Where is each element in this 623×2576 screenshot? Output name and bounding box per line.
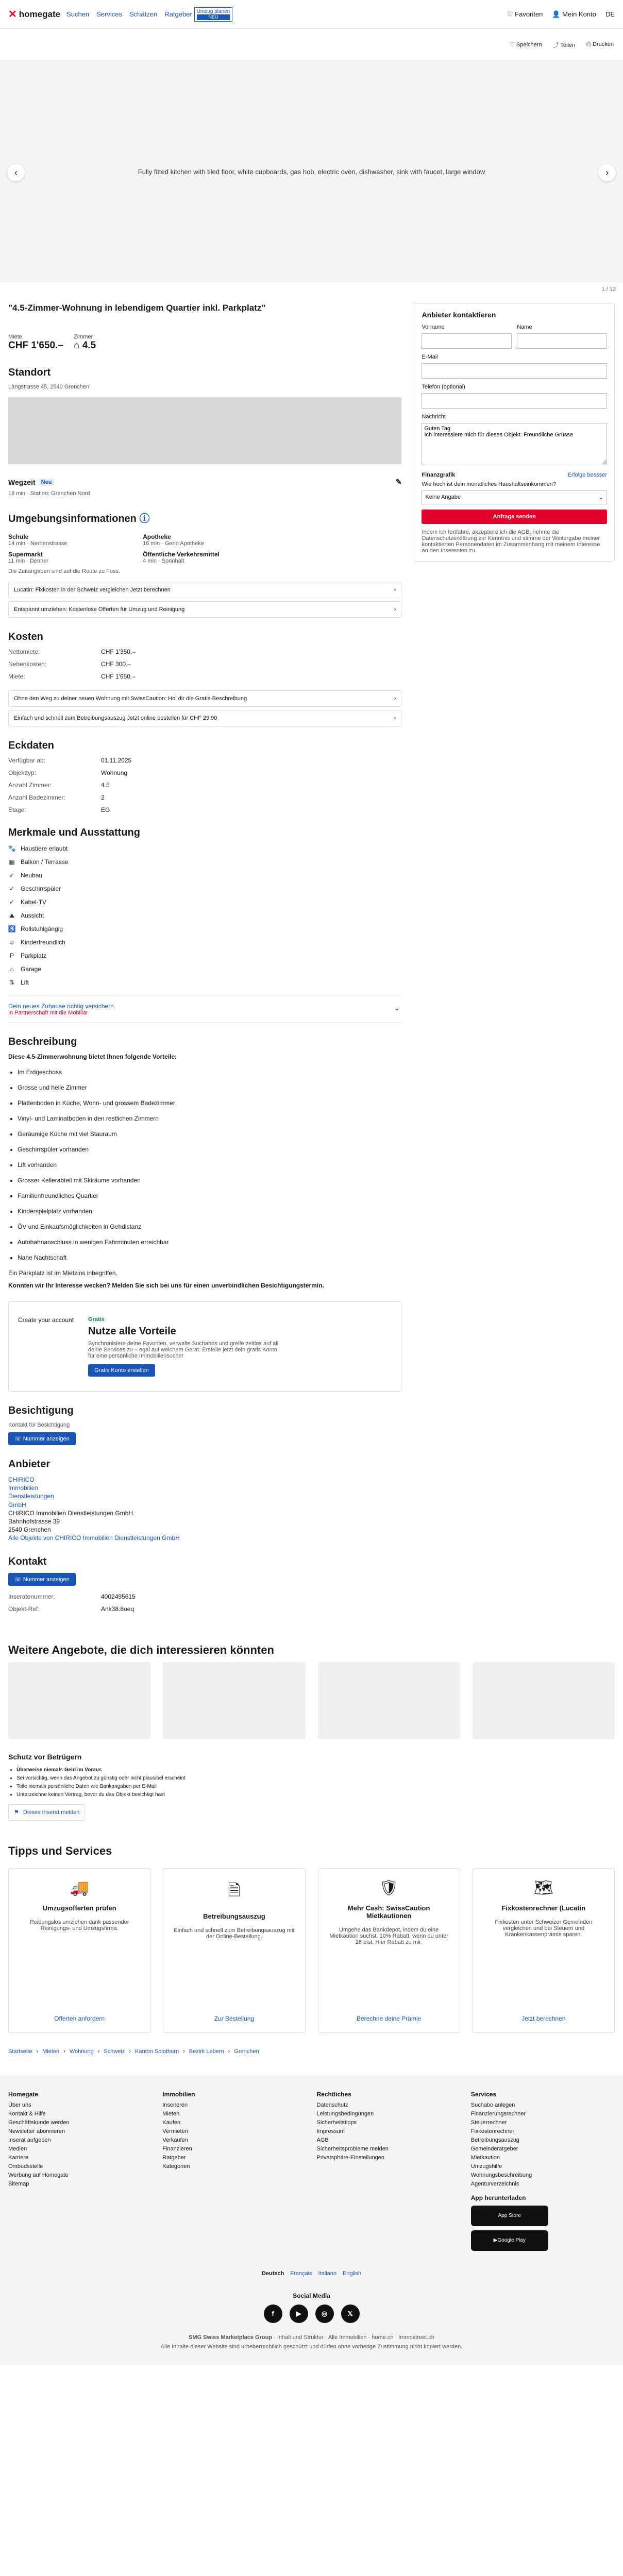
provider-info: CHIRICO Immobilien Dienstleistungen GmbH CHIRICO Immobilien Dienstleistungen GmbH Bahnhofstrasse 39 2540 Grenchen Alle Objekte von CHIRICO Immobilien Dienstleistungen GmbH (8, 1476, 180, 1542)
swisscaution-banner[interactable]: Ohne den Weg zu deiner neuen Wohnung mit SwissCaution: Hol dir die Gratis-Beschreibung › (8, 690, 401, 707)
garage-icon: ⌂ (10, 965, 14, 973)
moving-icon: 🚚 (70, 1879, 89, 1896)
logo-icon: ✕ (8, 9, 17, 20)
create-account-button[interactable]: Gratis Konto erstellen (88, 1364, 155, 1377)
parking-icon: P (9, 952, 14, 959)
offer-card[interactable] (473, 1662, 615, 1739)
save-button[interactable]: ♡ Speichern (510, 42, 542, 48)
address[interactable]: Längstrasse 45, 2540 Grenchen (8, 384, 90, 390)
child-icon: ☺ (8, 939, 15, 946)
nav-services[interactable]: Services (96, 10, 123, 18)
wheelchair-icon: ♿ (8, 925, 16, 933)
chevron-down-icon: ⌄ (394, 1004, 400, 1012)
instagram-icon[interactable]: ◎ (315, 2304, 334, 2323)
facebook-icon[interactable]: f (264, 2304, 282, 2323)
similar-offers: Weitere Angebote, die dich interessieren könnten Schutz vor Betrügern • Überweise niemals Geld im Voraus • Sei vorsichtig, wenn das Angebot zu günstig oder nicht plausibel erscheint • Teile niemals persönliche Daten wie Bankangaben per E-Mail • Unterzeichne keinen Vertrag, bevor du das Objekt besichtigt hast ⚑ Dieses Inserat melden Tipps und Services 🚚 Umzugsofferten prüfen Reibungslos umziehen dank passender Reinigungs- und Umzugsfirma. Offerten anfordern 🗎 Betreibungsauszug Einfach und schnell zum Betreibungsauszug mit der Online-Bestellung. Zur Bestellung 🛡 Mehr Cash: SwissCaution Mietkautionen Umgehe das Bankdepot, indem du eine Mietkaution suchst. 10% Rabatt, wenn du unter 26 bist. Hier Rabatt zu mir. Berechne deine Prämie 🗺 Fixkostenrechner (Lucatin Fixkosten unter Schweizer Gemeinden vergleichen und bei Steuern und Krankenkassenprämie sparen. Jetzt berechnen (0, 1643, 623, 2033)
rooms-value: ⌂ 4.5 (73, 340, 96, 351)
besichtigung-heading: Besichtigung (8, 1405, 74, 1416)
cost-table: Nettomiete: CHF 1'350.– Nebenkosten: CHF 300.– Miete: CHF 1'650.– (8, 648, 136, 680)
report-listing-button[interactable]: ⚑ Dieses Inserat melden (8, 1804, 85, 1821)
check-icon: ✓ (9, 899, 15, 906)
listing-title: "4.5-Zimmer-Wohnung in lebendigem Quartier inkl. Parkplatz" (8, 303, 266, 313)
map-icon: 🗺 (533, 1879, 553, 1896)
nav-ratgeber[interactable]: Ratgeber (164, 10, 192, 18)
standort-heading: Standort (8, 367, 51, 378)
contact-form: Anbieter kontaktieren Vorname Name E-Mail Telefon (optional) NachrichtGuten Tag Ich interessiere mich für dieses Objekt. Freundliche Grüsse Finanzgrafik Erfolge bessser Wie hoch ist dein monatliches Haushaltseinkommen? Keine Angabe ⌄ Anfrage senden Indem ich fortfahre, akzeptiere ich die AGB, nehme die Datenschutzerklärung zur Kenntnis und stimme der Weitergabe meiner kontaktierten Personendaten im Zusammenhang mit meinem Interesse an den Inserenten zu. (414, 303, 615, 562)
gallery-prev-button[interactable]: ‹ (7, 164, 25, 181)
tip-card: 🗺 Fixkostenrechner (Lucatin Fixkosten unter Schweizer Gemeinden vergleichen und bei Steuern und Krankenkassenprämie sparen. Jetzt berechnen (473, 1868, 615, 2033)
provider-all-objects-link[interactable]: Alle Objekte von CHIRICO Immobilien Dienstleistungen GmbH (8, 1534, 180, 1542)
price-block: Miete CHF 1'650.– Zimmer ⌂ 4.5 (8, 334, 96, 351)
fraud-tips: • Überweise niemals Geld im Voraus • Sei vorsichtig, wenn das Angebot zu günstig oder nicht plausibel erscheint • Teile niemals persönliche Daten wie Bankangaben per E-Mail • Unterzeichne keinen Vertrag, bevor du das Objekt besichtigt hast (16, 1766, 615, 1799)
lift-icon: ⇅ (9, 979, 15, 986)
share-button[interactable]: ⤴ Teilen (553, 42, 576, 48)
view-icon: ⛰ (9, 911, 15, 919)
key-data-table: Verfügbar ab: 01.11.2025 Objekttyp: Wohnung Anzahl Zimmer: 4.5 Anzahl Badezimmer: 2 Etage: EG (8, 757, 132, 814)
contact-number-button[interactable]: ☏ Nummer anzeigen (8, 1573, 76, 1586)
account-promo-card: Create your account Gratis Nutze alle Vorteile Synchronisiere deine Favoriten, verwalte Suchabos und greife zeitlos auf all deine Services zu – egal auf welchem Gerät. Erstelle jetzt dein gratis Konto für eine persönliche Immobiliensuche! Gratis Konto erstellen (8, 1301, 401, 1392)
nav-umzug-planen[interactable]: Umzug planen NEU (194, 7, 232, 22)
check-icon: ✓ (9, 872, 15, 879)
beschreibung-heading: Beschreibung (8, 1036, 77, 1047)
legal-info: SMG Swiss Marketplace Group · Inhalt und Struktur · Alle Immobilien · home.ch · Immostreet.ch Alle Inhalte dieser Website sind urheberrechtlich geschützt und dürfen ohne vorherige Zustimmung nicht kopiert werden. (160, 2334, 463, 2350)
chevron-down-icon: ⌄ (598, 495, 603, 501)
merkmale-heading: Merkmale und Ausstattung (8, 827, 140, 838)
google-play-button[interactable]: ▶ Google Play (471, 2230, 548, 2251)
info-icon: ⓘ (139, 513, 150, 524)
last-name-field[interactable] (517, 333, 607, 349)
reference-table: Inseratenummer: 4002495615 Objekt-Ref: Ank38.8oeq (8, 1592, 136, 1613)
social-links (8, 2304, 615, 2323)
account-link[interactable]: 👤 Mein Konto (552, 10, 596, 18)
app-store-button[interactable]: App Store (471, 2206, 548, 2226)
edit-icon[interactable]: ✎ (395, 478, 402, 486)
tip-card: 🗎 Betreibungsauszug Einfach und schnell zum Betreibungsauszug mit der Online-Bestellung. Zur Bestellung (163, 1868, 305, 2033)
x-icon[interactable]: 𝕏 (341, 2304, 360, 2323)
message-field[interactable] (422, 423, 607, 465)
send-request-button[interactable]: Anfrage senden (422, 510, 607, 524)
insurance-accordion[interactable]: Dein neues Zuhause richtig versichern In Partnerschaft mit die Mobiliar ⌄ (8, 995, 401, 1023)
kosten-heading: Kosten (8, 631, 43, 642)
wegzeit-detail: 18 min · Station: Grenchen Nord (8, 490, 90, 497)
location-map[interactable] (8, 397, 401, 464)
offer-card[interactable] (318, 1662, 460, 1739)
contact-sidebar (414, 303, 615, 1623)
nav-schaetzen[interactable]: Schätzen (129, 10, 158, 18)
phone-field[interactable] (422, 393, 607, 409)
check-icon: ✓ (9, 885, 15, 892)
pets-icon: 🐾 (8, 845, 16, 852)
balcony-icon: ▦ (9, 858, 15, 866)
income-select[interactable]: Keine Angabe ⌄ (422, 490, 607, 504)
umgebung-heading: Umgebungsinformationen ⓘ (8, 513, 150, 524)
wegzeit-label: Wegzeit (8, 478, 36, 486)
document-icon: 🗎 (228, 1882, 241, 1899)
offer-card[interactable] (163, 1662, 305, 1739)
language-switcher: Deutsch Français Italiano English (261, 2270, 362, 2277)
site-footer: Homegate Über uns Kontakt & Hilfe Geschäftskunde werden Newsletter abonnieren Inserat aufgeben Medien Karriere Ombudsstelle Werbung auf Homegate Sitemap Immobilien Inserieren Mieten Kaufen Vermieten Verkaufen Finanzieren Ratgeber Kategorien Rechtliches Datenschutz Leistungsbedingungen Sicherheitstipps Impressum AGB Sicherheitsprobleme melden Privatsphäre-Einstellungen Services Suchabo anlegen Finanzierungsrechner Steuerrechner Fixkostenrechner Betreibungsauszug Gemeinderatgeber Mietkaution Umzugshilfe Wohnungsbeschreibung Agenturverzeichnis App herunterladen App Store ▶ Google Play Deutsch Français Italiano English Social Media f ▶ ◎ 𝕏 SMG Swiss Marketplace Group · Inhalt und Struktur · Alle Immobilien · home.ch · Immostreet.ch Alle Inhalte dieser Website sind urheberrechtlich geschützt und dürfen ohne vorherige Zustimmung nicht kopiert werden. (0, 2075, 623, 2365)
eckdaten-heading: Eckdaten (8, 740, 54, 751)
betreibung-banner[interactable]: Einfach und schnell zum Betreibungsauszug Jetzt online bestellen für CHF 29.90 › (8, 710, 401, 726)
offer-card[interactable] (8, 1662, 150, 1739)
language-select[interactable]: DE (605, 10, 615, 18)
nav-suchen[interactable]: Suchen (66, 10, 90, 18)
print-button[interactable]: ⎙ Drucken (586, 41, 614, 47)
breadcrumb: Startseite › Mieten › Wohnung › Schweiz › Kanton Solothurn › Bezirk Lebern › Grenchen (8, 2048, 259, 2055)
image-caption: Fully fitted kitchen with tiled floor, white cupboards, gas hob, electric oven, dishwasher, sink with faucet, large window (138, 167, 485, 176)
youtube-icon[interactable]: ▶ (290, 2304, 308, 2323)
tips-grid (8, 1868, 615, 2033)
first-name-field[interactable] (422, 333, 512, 349)
image-gallery[interactable] (0, 61, 623, 293)
anbieter-heading: Anbieter (8, 1459, 50, 1470)
homegate-logo[interactable]: ✕ homegate (8, 9, 61, 20)
lucatin-banner[interactable]: Lucatin: Fixkosten in der Schweiz vergleichen Jetzt berechnen › (8, 582, 401, 598)
show-number-button[interactable]: ☏ Nummer anzeigen (8, 1432, 76, 1445)
tip-card: 🛡 Mehr Cash: SwissCaution Mietkautionen Umgehe das Bankdepot, indem du eine Mietkaution suchst. 10% Rabatt, wenn du unter 26 bist. Hier Rabatt zu mir. Berechne deine Prämie (318, 1868, 460, 2033)
deposit-icon: 🛡 (379, 1879, 399, 1896)
main-nav (66, 10, 192, 18)
image-counter: 1 / 12 (601, 286, 616, 293)
new-badge: Neu (39, 479, 55, 486)
features-list: 🐾 Haustiere erlaubt ▦ Balkon / Terrasse ✓ Neubau ✓ Geschirrspüler ✓ Kabel-TV ⛰ Aussicht ♿ Rollstuhlgängig ☺ Kinderfreundlich P Parkplatz ⌂ Garage ⇅ Lift (8, 845, 69, 986)
umzug-banner[interactable]: Entspannt umziehen: Kostenlose Offerten für Umzug und Reinigung › (8, 601, 401, 618)
gallery-next-button[interactable]: › (598, 164, 616, 181)
site-header (0, 0, 623, 29)
rent-value: CHF 1'650.– (8, 340, 63, 351)
favorites-link[interactable]: ♡ Favoriten (507, 10, 543, 18)
tip-card: 🚚 Umzugsofferten prüfen Reibungslos umziehen dank passender Reinigungs- und Umzugsfirma. Offerten anfordern (8, 1868, 150, 2033)
email-field[interactable] (422, 363, 607, 379)
offer-skeletons (8, 1662, 615, 1739)
description-list: • Im Erdgeschoss • Grosse und helle Zimmer • Plattenboden in Küche, Wohn- und grossem Badezimmer • Vinyl- und Laminatboden in den restlichen Zimmern • Geräumige Küche mit viel Stauraum • Geschirrspüler vorhanden • Lift vorhanden • Grosser Kellerabteil mit Skiräume vorhanden • Familienfreundliches Quartier • Kinderspielplatz vorhanden • ÖV und Einkaufsmöglichkeiten in Gehdistanz • Autobahnanschluss in wenigen Fahrminuten erreichbar • Nahe Nachtschaft (8, 1069, 401, 1261)
surroundings-grid: Schule 14 min · Nerhenstrasse Apotheke 16 min · Geno Apotheke Supermarkt 11 min · Denner Öffentliche Verkehrsmittel 4 min · Sonnhalt (8, 533, 220, 564)
listing-actions (0, 29, 623, 61)
listing-main: "4.5-Zimmer-Wohnung in lebendigem Quartier inkl. Parkplatz" Miete CHF 1'650.– Zimmer ⌂ 4.5 Standort Längstrasse 45, 2540 Grenchen Wegzeit Neu ✎ 18 min · Station: Grenchen Nord Umgebungsinformationen ⓘ Schule 14 min · Nerhenstrasse Apotheke 16 min · Geno Apotheke Supermarkt 11 min · Denner Öffentliche Verkehrsmittel 4 min · Sonnhalt Die Zeitangaben sind auf die Route zu Fuss. Lucatin: Fixkosten in der Schweiz vergleichen Jetzt berechnen › Entspannt umziehen: Kostenlose Offerten für Umzug und Reinigung › Kosten Nettomiete: CHF 1'350.– Nebenkosten: CHF 300.– Miete: CHF 1'650.– Ohne den Weg zu deiner neuen Wohnung mit SwissCaution: Hol dir die Gratis-Beschreibung › Einfach und schnell zum Betreibungsauszug Jetzt online bestellen für CHF 29.90 › Eckdaten Verfügbar ab: 01.11.2025 Objekttyp: Wohnung Anzahl Zimmer: 4.5 Anzahl Badezimmer: 2 Etage: EG Merkmale und Ausstattung 🐾 Haustiere erlaubt ▦ Balkon / Terrasse ✓ Neubau ✓ Geschirrspüler ✓ Kabel-TV ⛰ Aussicht ♿ Rollstuhlgängig ☺ Kinderfreundlich P Parkplatz ⌂ Garage ⇅ Lift Dein neues Zuhause richtig versichern In Partnerschaft mit die Mobiliar ⌄ Beschreibung Diese 4.5-Zimmerwohnung bietet Ihnen folgende Vorteile: • Im Erdgeschoss • Grosse und helle Zimmer • Plattenboden in Küche, Wohn- und grossem Badezimmer • Vinyl- und Laminatboden in den restlichen Zimmern • Geräumige Küche mit viel Stauraum • Geschirrspüler vorhanden • Lift vorhanden • Grosser Kellerabteil mit Skiräume vorhanden • Familienfreundliches Quartier • Kinderspielplatz vorhanden • ÖV und Einkaufsmöglichkeiten in Gehdistanz • Autobahnanschluss in wenigen Fahrminuten erreichbar • Nahe Nachtschaft Ein Parkplatz ist im Mietzins inbegriffen. Konnten wir Ihr Interesse wecken? Melden Sie sich bei uns für einen unverbindlichen Besichtigungstermin. Create your account Gratis Nutze alle Vorteile Synchronisiere deine Favoriten, verwalte Suchabos und greife zeitlos auf all deine Services zu – egal auf welchem Gerät. Erstelle jetzt dein gratis Konto für eine persönliche Immobiliensuche! Gratis Konto erstellen Besichtigung Kontakt für Besichtigung ☏ Nummer anzeigen Anbieter CHIRICO Immobilien Dienstleistungen GmbH CHIRICO Immobilien Dienstleistungen GmbH Bahnhofstrasse 39 2540 Grenchen Alle Objekte von CHIRICO Immobilien Dienstleistungen GmbH Kontakt ☏ Nummer anzeigen Inseratenummer: 4002495615 Objekt-Ref: Ank38.8oeq (8, 303, 401, 1623)
kontakt-heading: Kontakt (8, 1555, 47, 1567)
